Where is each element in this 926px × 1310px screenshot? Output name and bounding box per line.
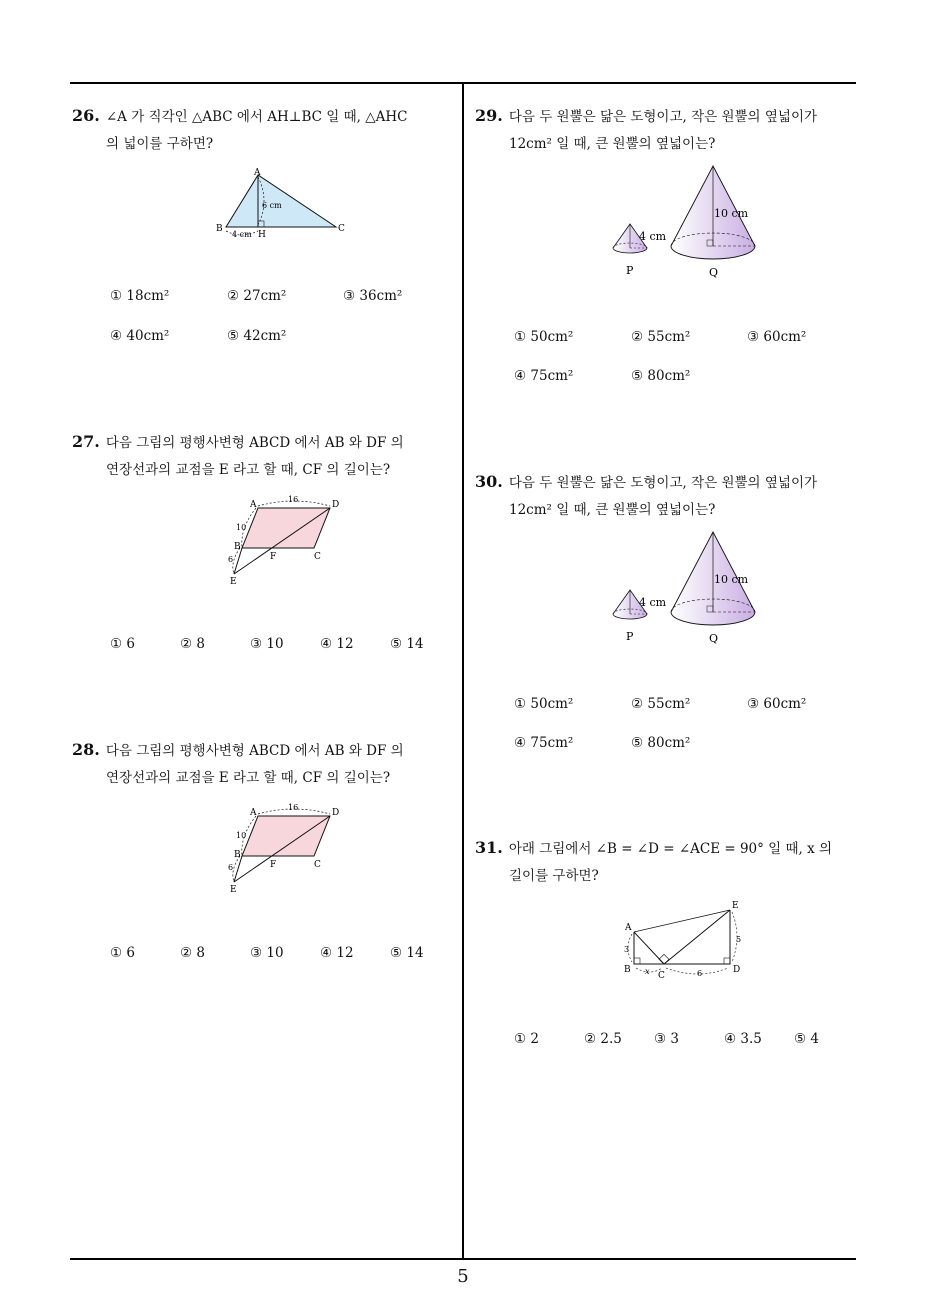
choice-4[interactable]: ④ 3.5 [724,1031,762,1047]
label-be: 6 [228,555,234,564]
choice-2[interactable]: ② 27cm² [227,288,287,304]
column-divider [462,82,464,1260]
question-text-line2: 연장선과의 교점을 E 라고 할 때, CF 의 길이는? [106,462,391,478]
question-text-line2: 길이를 구하면? [509,868,599,884]
question-30 [475,468,817,524]
label-hp: 4 cm [639,596,667,609]
label-hq: 10 cm [714,207,749,220]
parallelogram-figure-27 [222,492,352,592]
choice-5[interactable]: ⑤ 14 [390,945,424,961]
question-text-line1: ∠A 가 직각인 △ABC 에서 AH⊥BC 일 때, △AHC [105,109,408,125]
label-f: F [270,860,277,870]
choice-4[interactable]: ④ 75cm² [514,735,574,751]
question-number: 28. [72,740,100,759]
label-q: Q [709,266,719,279]
page-number: 5 [457,1266,469,1287]
bottom-rule [70,1258,856,1260]
choice-4[interactable]: ④ 12 [320,945,354,961]
label-ab: 10 [236,831,247,840]
choice-3[interactable]: ③ 10 [250,636,284,652]
cones-figure-30 [605,526,775,648]
question-text-line1: 아래 그림에서 ∠B = ∠D = ∠ACE = 90° 일 때, x 의 [508,841,833,857]
right-triangles-figure [618,896,758,986]
choice-1[interactable]: ① 6 [110,636,135,652]
question-text-line1: 다음 두 원뿔은 닮은 도형이고, 작은 원뿔의 옆넓이가 [508,475,818,491]
label-height: 6 cm [262,201,282,210]
choice-4[interactable]: ④ 75cm² [514,368,574,384]
label-a: A [625,923,632,933]
choice-3[interactable]: ③ 10 [250,945,284,961]
label-b: B [216,224,223,234]
choice-1[interactable]: ① 2 [514,1031,539,1047]
choice-4[interactable]: ④ 40cm² [110,328,170,344]
choice-1[interactable]: ① 18cm² [110,288,170,304]
label-ab: 10 [236,523,247,532]
question-text-line2: 의 넓이를 구하면? [106,136,214,152]
choice-5[interactable]: ⑤ 14 [390,636,424,652]
question-text-line1: 다음 두 원뿔은 닮은 도형이고, 작은 원뿔의 옆넓이가 [508,109,818,125]
choice-5[interactable]: ⑤ 80cm² [631,368,691,384]
choice-2[interactable]: ② 8 [180,945,205,961]
label-p: P [626,264,634,277]
label-x: x [645,967,650,976]
label-be: 6 [228,863,234,872]
label-b: B [234,850,241,860]
label-e: E [230,885,237,895]
question-number: 31. [475,838,503,857]
question-29 [475,102,817,158]
choice-5[interactable]: ⑤ 42cm² [227,328,287,344]
label-hp: 4 cm [639,230,667,243]
choice-5[interactable]: ⑤ 80cm² [631,735,691,751]
label-d: D [332,500,340,510]
question-number: 27. [72,432,100,451]
choice-3[interactable]: ③ 36cm² [343,288,403,304]
label-ab: 3 [624,945,630,954]
label-c: C [314,860,321,870]
question-text-line1: 다음 그림의 평행사변형 ABCD 에서 AB 와 DF 의 [105,435,404,451]
choice-2[interactable]: ② 8 [180,636,205,652]
label-top: 16 [288,495,299,504]
choice-3[interactable]: ③ 60cm² [747,329,807,345]
question-number: 26. [72,106,100,125]
question-27 [72,428,404,484]
question-28 [72,736,404,792]
choice-2[interactable]: ② 2.5 [584,1031,622,1047]
triangle-figure [210,165,350,245]
label-b: B [234,542,241,552]
label-hq: 10 cm [714,573,749,586]
label-p: P [626,630,634,643]
label-e: E [230,577,237,587]
question-number: 29. [475,106,503,125]
label-h: H [258,230,266,240]
label-c: C [314,552,321,562]
label-c: C [658,971,665,981]
label-d: D [733,965,741,975]
choice-1[interactable]: ① 50cm² [514,329,574,345]
label-bh: 4 cm [232,230,252,239]
label-cd: 6 [697,969,703,978]
label-a: A [250,808,257,818]
choice-3[interactable]: ③ 60cm² [747,696,807,712]
cones-figure-29 [605,160,775,282]
question-text-line2: 연장선과의 교점을 E 라고 할 때, CF 의 길이는? [106,770,391,786]
choice-5[interactable]: ⑤ 4 [794,1031,819,1047]
label-a: A [250,500,257,510]
label-de: 5 [736,935,742,944]
question-31 [475,834,832,890]
label-d: D [332,808,340,818]
choice-1[interactable]: ① 50cm² [514,696,574,712]
question-26 [72,102,407,158]
label-top: 16 [288,803,299,812]
label-q: Q [709,632,719,645]
label-e: E [732,901,739,911]
question-text-line2: 12cm² 일 때, 큰 원뿔의 옆넓이는? [509,502,716,518]
choice-2[interactable]: ② 55cm² [631,696,691,712]
label-c: C [338,224,345,234]
choice-4[interactable]: ④ 12 [320,636,354,652]
question-number: 30. [475,472,503,491]
choice-2[interactable]: ② 55cm² [631,329,691,345]
question-text-line1: 다음 그림의 평행사변형 ABCD 에서 AB 와 DF 의 [105,743,404,759]
question-text-line2: 12cm² 일 때, 큰 원뿔의 옆넓이는? [509,136,716,152]
label-f: F [270,552,277,562]
parallelogram-figure-28 [222,800,352,900]
choice-3[interactable]: ③ 3 [654,1031,679,1047]
label-b: B [624,965,631,975]
label-a: A [254,168,261,178]
choice-1[interactable]: ① 6 [110,945,135,961]
